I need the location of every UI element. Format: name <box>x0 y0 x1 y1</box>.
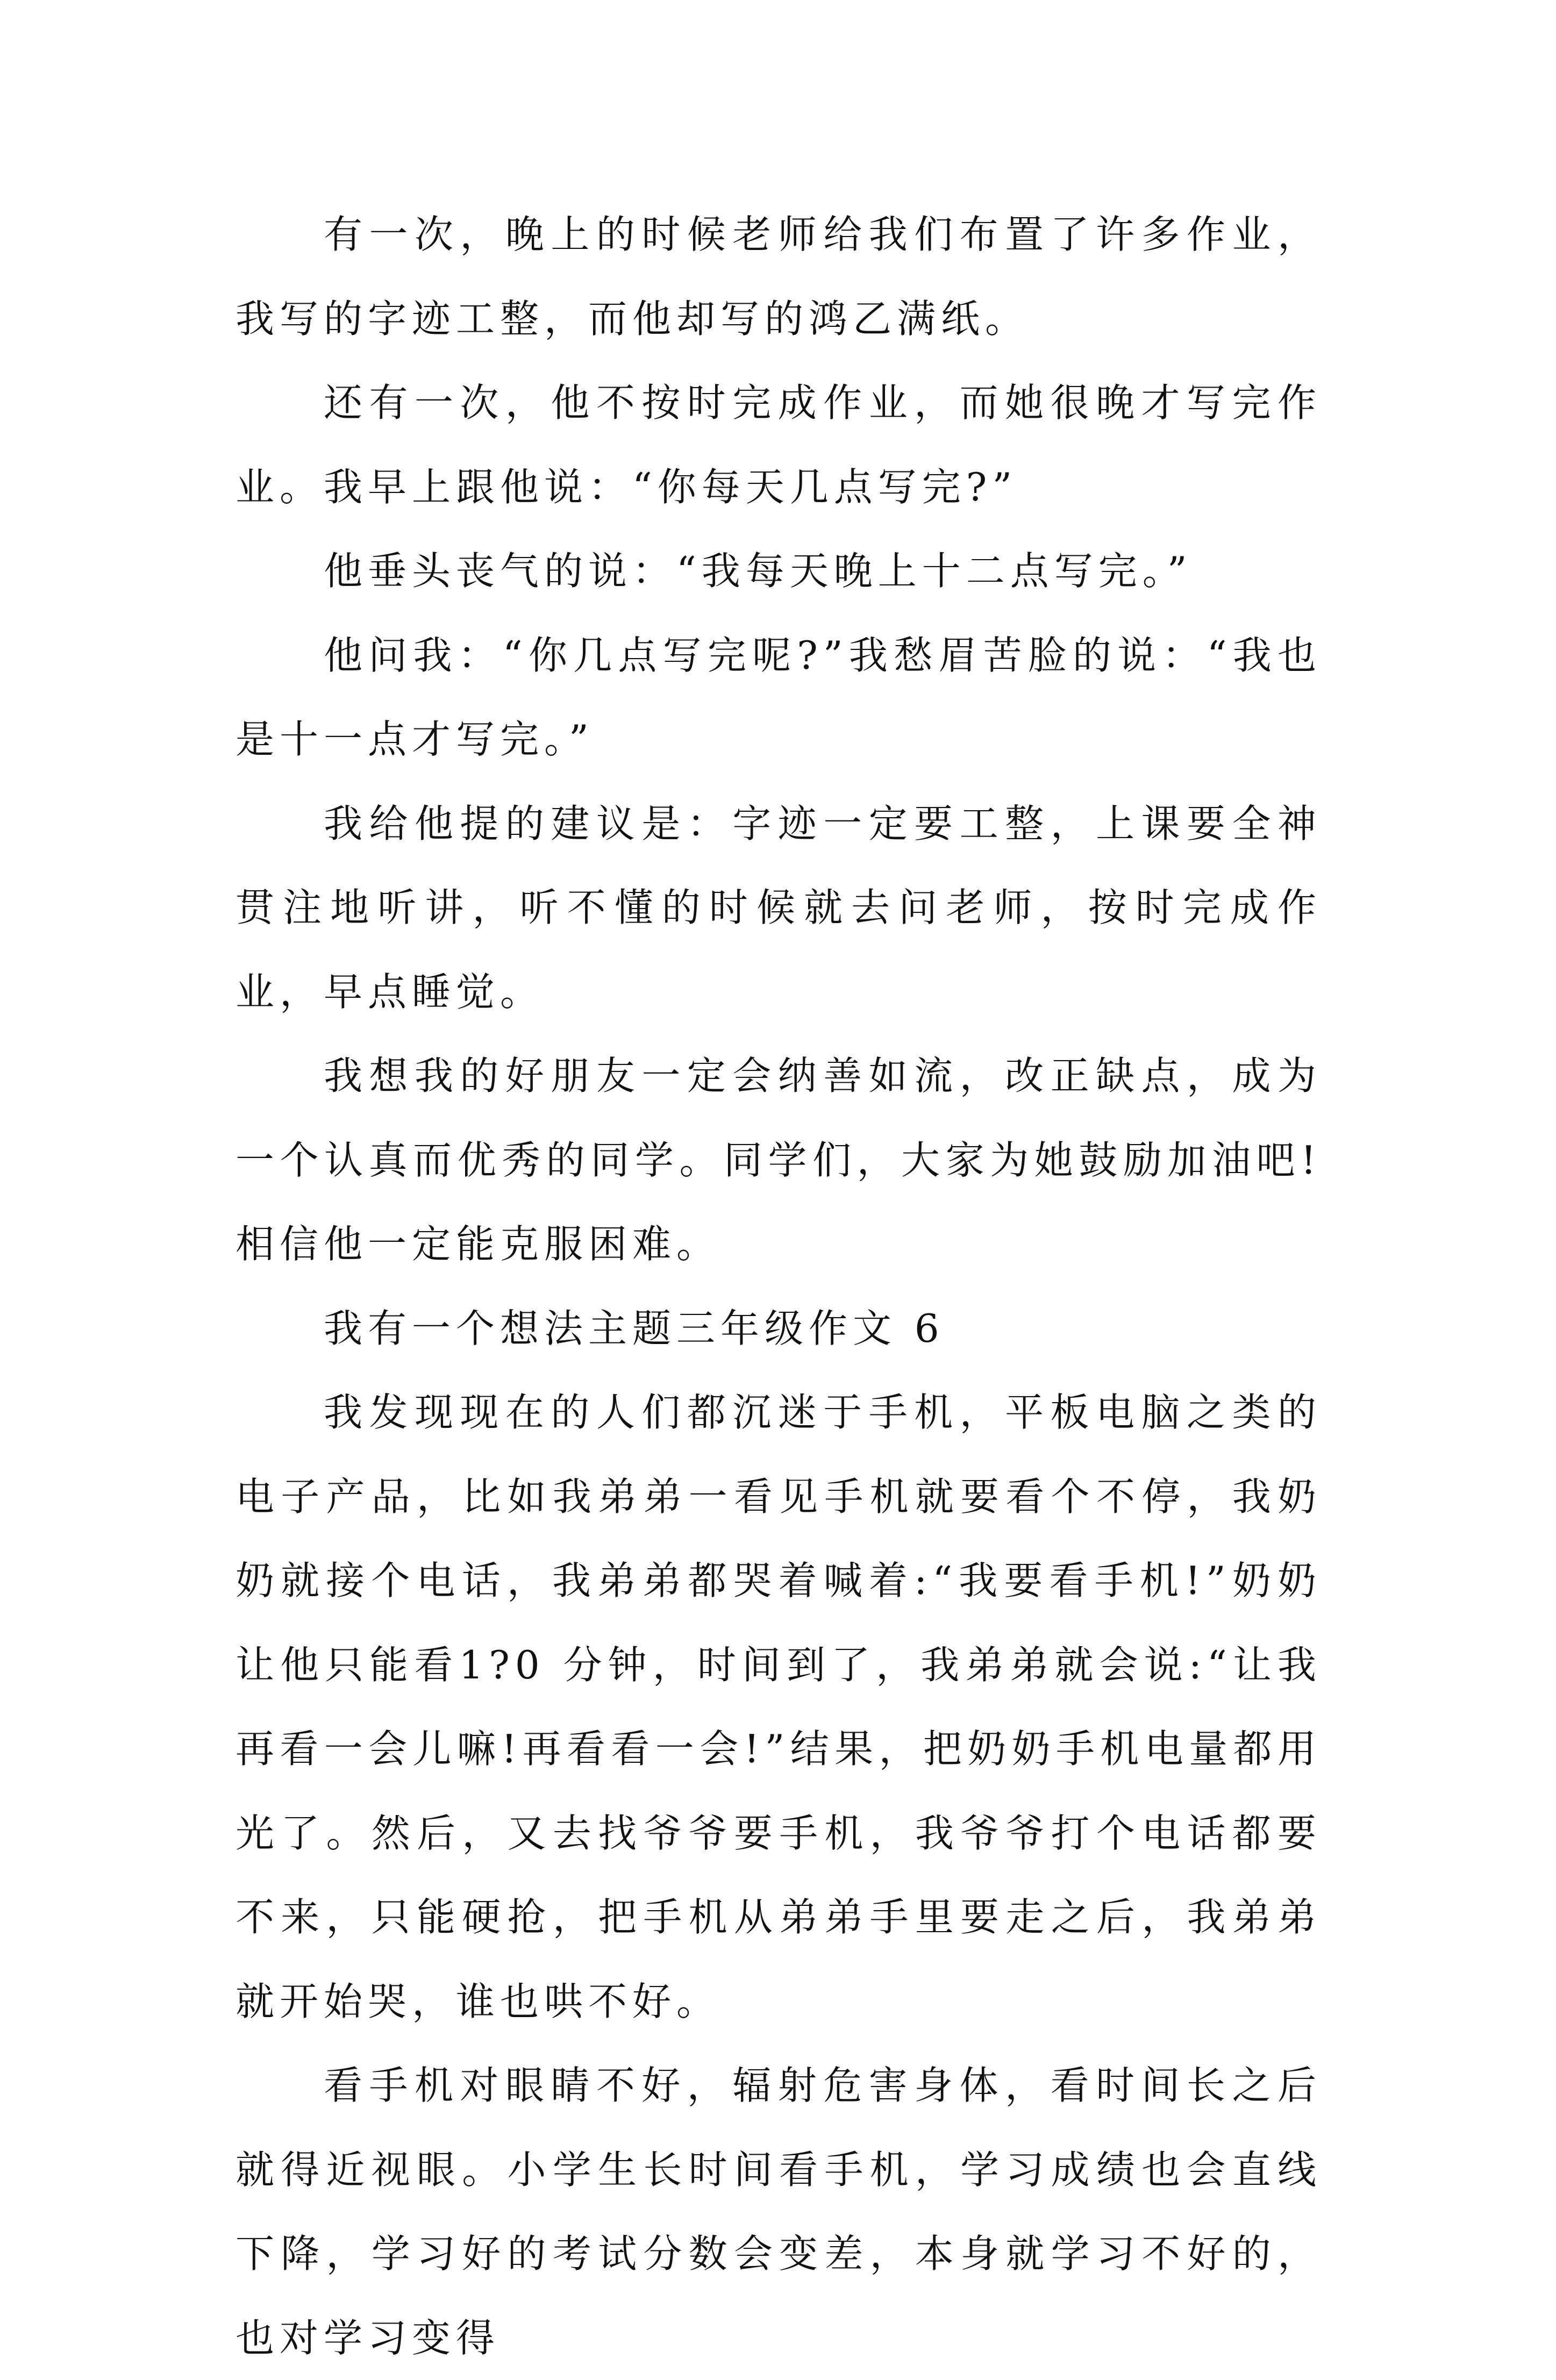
paragraph-7: 我发现现在的人们都沉迷于手机，平板电脑之类的电子产品，比如我弟弟一看见手机就要看个不停，我奶奶就接个电话，我弟弟都哭着喊着:“我要看手机!”奶奶让他只能看1?0 分钟，时间到了，我弟弟就会说:“让我再看一会儿嘛!再看看一会!”结果，把奶奶手机电量都用光了。然后，又去找爷爷要手机，我爷爷打个电话都要不来，只能硬抢，把手机从弟弟手里要走之后，我弟弟就开始哭，谁也哄不好。 <box>235 1390 1322 2024</box>
paragraph-5: 我给他提的建议是：字迹一定要工整，上课要全神贯注地听讲，听不懂的时候就去问老师，按时完成作业，早点睡觉。 <box>235 801 1322 1014</box>
section-heading: 我有一个想法主题三年级作文 6 <box>324 1305 945 1351</box>
paragraph-4: 他问我：“你几点写完呢?”我愁眉苦脸的说：“我也是十一点才写完。” <box>235 632 1322 762</box>
paragraph-6: 我想我的好朋友一定会纳善如流，改正缺点，成为一个认真而优秀的同学。同学们，大家为她鼓励加油吧!相信他一定能克服困难。 <box>235 1053 1322 1267</box>
document-body <box>235 192 1322 2380</box>
paragraph-3: 他垂头丧气的说：“我每天晚上十二点写完。” <box>324 548 1193 594</box>
paragraph-8: 看手机对眼睛不好，辐射危害身体，看时间长之后就得近视眼。小学生长时间看手机，学习成绩也会直线下降，学习好的考试分数会变差，本身就学习不好的，也对学习变得 <box>235 2063 1322 2361</box>
paragraph-1: 有一次，晚上的时候老师给我们布置了许多作业，我写的字迹工整，而他却写的鸿乙满纸。 <box>235 212 1322 341</box>
paragraph-2: 还有一次，他不按时完成作业，而她很晚才写完作业。我早上跟他说：“你每天几点写完?” <box>235 380 1322 510</box>
